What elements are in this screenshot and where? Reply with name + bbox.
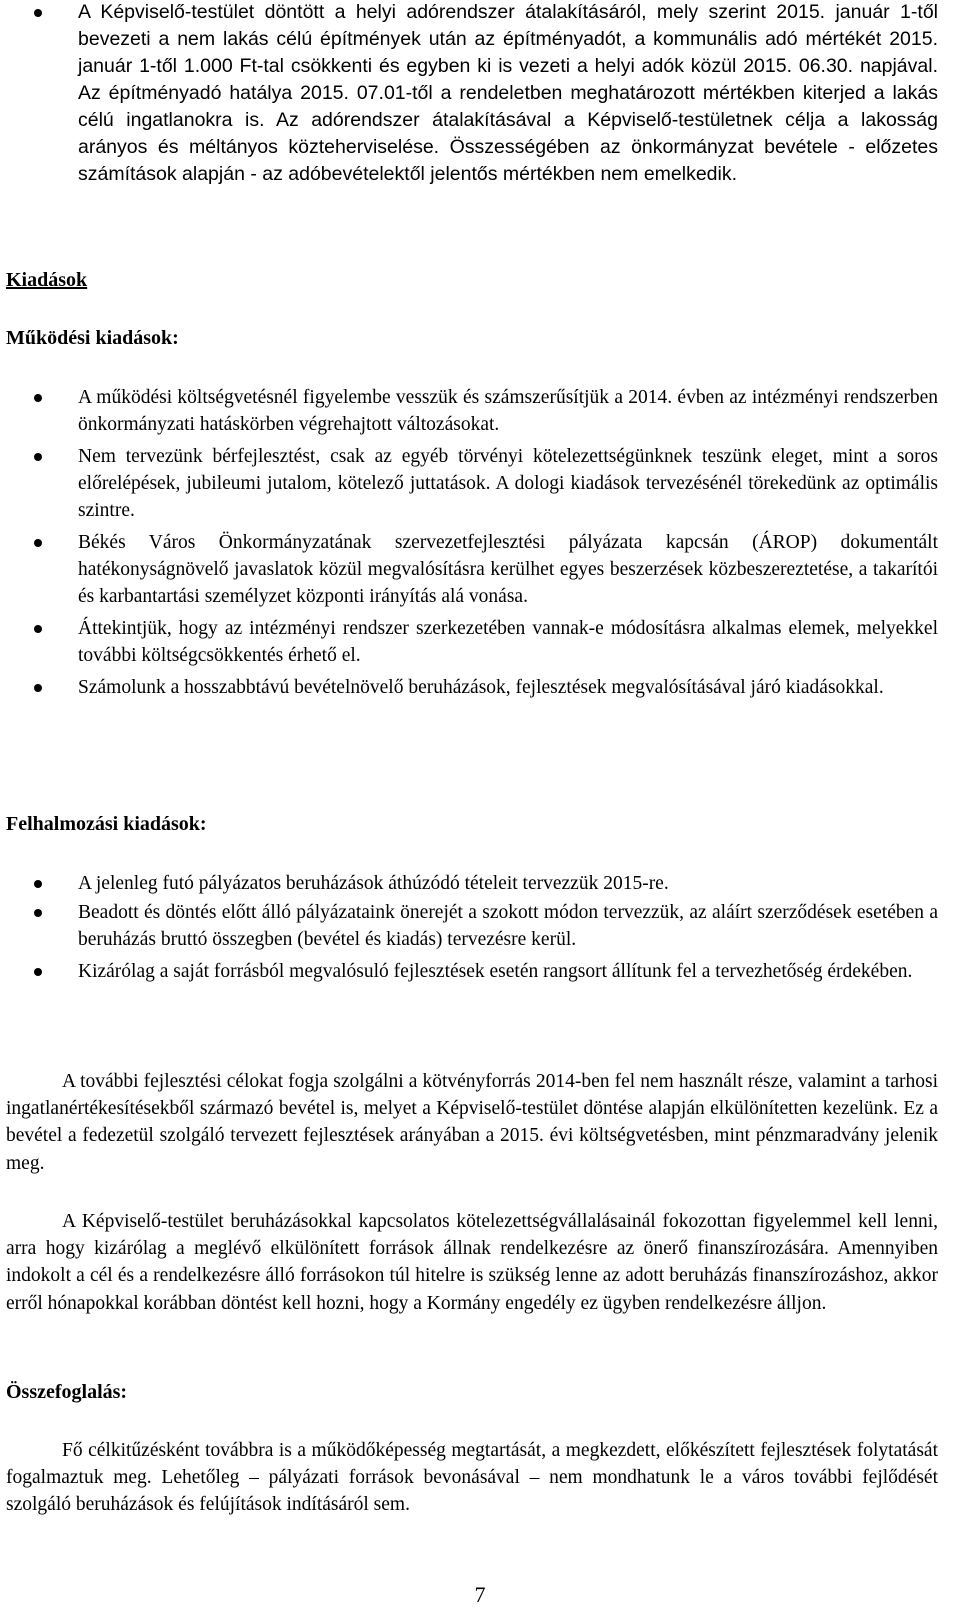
list-item bbox=[0, 0, 960, 188]
bullet-icon bbox=[34, 909, 42, 917]
list-item bbox=[0, 899, 960, 953]
page-number: 7 bbox=[474, 1582, 486, 1607]
paragraph-kotelezettsegvallalas: A Képviselő-testület beruházásokkal kapcsolatos kötelezettségvállalásainál fokozottan figyelemmel kell lenni, arra hogy kizárólag a meglévő elkülönített források állnak rendelkezésre az önerő finanszírozására. Amennyiben indokolt a cél és a rendelkezésre álló forrásokon túl hitelre is szükség lenne az adott beruházás finanszírozáshoz, akkor erről hónapokkal korábban döntést kell hozni, hogy a Kormány engedély ez ügyben rendelkezésre álljon. bbox=[6, 1211, 938, 1314]
mukodesi-bullet-list bbox=[0, 384, 960, 701]
section-heading-kiadasok: Kiadások bbox=[6, 269, 88, 291]
list-item-text: Nem tervezünk bérfejlesztést, csak az egyéb törvényi kötelezettségünknek teszünk eleget, mint a soros előrelépések, jubileumi jutalom, kötelező juttatások. A dologi kiadások tervezésénél törekedünk az optimális szintre. bbox=[78, 446, 938, 521]
list-item-text: Kizárólag a saját forrásból megvalósuló fejlesztések esetén rangsort állítunk fel a tervezhetőség érdekében. bbox=[78, 961, 913, 982]
bullet-icon bbox=[34, 880, 42, 888]
bullet-icon bbox=[34, 625, 42, 633]
paragraph-fejlesztesi-celok: A további fejlesztési célokat fogja szolgálni a kötvényforrás 2014-ben fel nem használt része, valamint a tarhosi ingatlanértékesítésekből származó bevétel is, melyet a Képviselő-testület döntése alapján elkülönítetten kezelünk. Ez a bevétel a fedezetül szolgáló tervezett fejlesztések arányában a 2015. évi költségvetésben, mint pénzmaradvány jelenik meg. bbox=[6, 1071, 938, 1174]
list-item-text: A működési költségvetésnél figyelembe vesszük és számszerűsítjük a 2014. évben az intézményi rendszerben önkormányzati hatáskörben végrehajtott változásokat. bbox=[78, 387, 938, 435]
list-item bbox=[0, 674, 960, 701]
bullet-icon bbox=[34, 968, 42, 976]
bullet-icon bbox=[34, 453, 42, 461]
intro-bullet-list bbox=[0, 0, 960, 188]
list-item-text: A Képviselő-testület döntött a helyi adórendszer átalakításáról, mely szerint 2015. január 1-től bevezeti a nem lakás célú építmények után az építményadót, a kommunális adó mértékét 2015. január 1-től 1.000 Ft-tal csökkenti és egyben ki is vezeti a helyi adók közül 2015. 06.30. napjával. Az építményadó hatálya 2015. 07.01-től a rendeletben meghatározott mértékben kiterjed a lakás célú ingatlanokra is. Az adórendszer átalakításával a Képviselő-testületnek célja a lakosság arányos és méltányos közteherviselése. Összességében az önkormányzat bevétele - előzetes számítások alapján - az adóbevételektől jelentős mértékben nem emelkedik. bbox=[78, 1, 938, 185]
list-item bbox=[0, 384, 960, 438]
felhalmozasi-bullet-list bbox=[0, 870, 960, 985]
list-item-text: Beadott és döntés előtt álló pályázataink önerejét a szokott módon tervezzük, az aláírt szerződések esetében a beruházás bruttó összegben (bevétel és kiadás) tervezésre kerül. bbox=[78, 902, 938, 950]
bullet-icon bbox=[34, 539, 42, 547]
list-item-text: Számolunk a hosszabbtávú bevételnövelő beruházások, fejlesztések megvalósításával járó kiadásokkal. bbox=[78, 677, 884, 698]
bullet-icon bbox=[34, 394, 42, 402]
list-item bbox=[0, 958, 960, 985]
list-item-text: Áttekintjük, hogy az intézményi rendszer szerkezetében vannak-e módosításra alkalmas elemek, melyekkel további költségcsökkentés érhető el. bbox=[78, 618, 938, 666]
list-item bbox=[0, 615, 960, 669]
list-item bbox=[0, 529, 960, 610]
subsection-heading-felhalmozasi: Felhalmozási kiadások: bbox=[6, 813, 207, 835]
paragraph-osszefoglalas: Fő célkitűzésként továbbra is a működőképesség megtartását, a megkezdett, előkészített fejlesztések folytatását fogalmaztuk meg. Lehetőleg – pályázati források bevonásával – nem mondhatunk le a város további fejlődését szolgáló beruházások és felújítások indításáról sem. bbox=[6, 1440, 938, 1516]
list-item bbox=[0, 870, 960, 897]
section-heading-osszefoglalas: Összefoglalás: bbox=[6, 1381, 128, 1403]
list-item-text: Békés Város Önkormányzatának szervezetfejlesztési pályázata kapcsán (ÁROP) dokumentált hatékonyságnövelő javaslatok közül megvalósításra kerülhet egyes beszerzések közbeszereztetése, a takarítói és karbantartási személyzet központi irányítás alá vonása. bbox=[78, 532, 938, 607]
list-item bbox=[0, 443, 960, 524]
bullet-icon bbox=[34, 9, 42, 17]
bullet-icon bbox=[34, 684, 42, 692]
list-item-text: A jelenleg futó pályázatos beruházások áthúzódó tételeit tervezzük 2015-re. bbox=[78, 873, 669, 894]
subsection-heading-mukodesi: Működési kiadások: bbox=[6, 327, 179, 349]
